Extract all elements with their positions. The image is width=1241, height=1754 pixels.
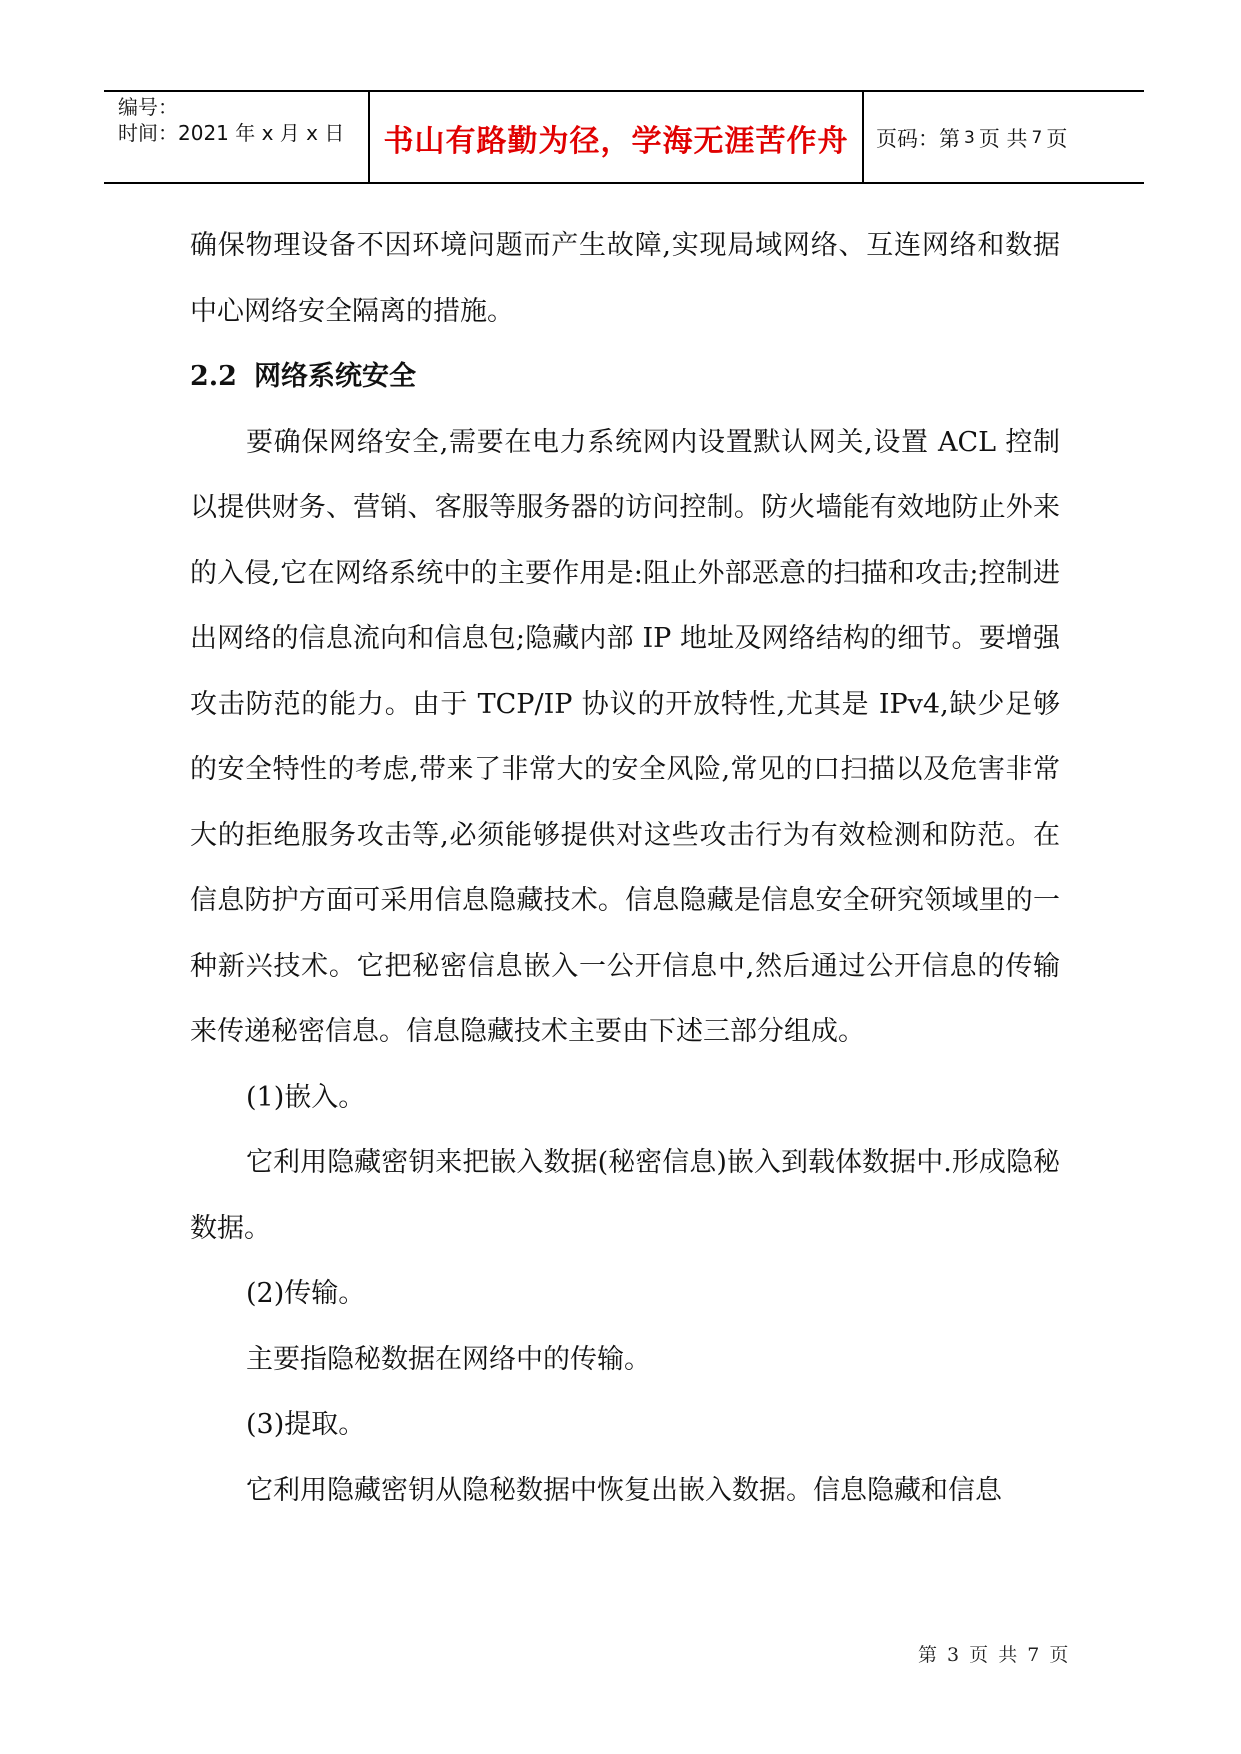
- document-number-label: 编号：: [118, 95, 178, 119]
- section-heading: [190, 344, 1060, 410]
- item-3-title: (3)提取。: [246, 1409, 366, 1440]
- page-total: 7: [1031, 128, 1043, 148]
- item-1-text: 它利用隐藏密钥来把嵌入数据(秘密信息)嵌入到载体数据中.形成隐秘数据。: [190, 1147, 1060, 1244]
- page-current: 3: [964, 128, 975, 148]
- page-mid: 页 共: [978, 127, 1028, 151]
- document-body: [190, 213, 1060, 1523]
- main-paragraph: 要确保网络安全,需要在电力系统网内设置默认网关,设置 ACL 控制以提供财务、营销、客服等服务器的访问控制。防火墙能有效地防止外来的入侵,它在网络系统中的主要作用是:阻止外部恶意的扫描和攻击;控制进出网络的信息流向和信息包;隐藏内部 IP 地址及网络结构的细节。要增强攻击防范的能力。由于 TCP/IP 协议的开放特性,尤其是 IPv4,缺少足够的安全特性的考虑,带来了非常大的安全风险,常见的口扫描以及危害非常大的拒绝服务攻击等,必须能够提供对这些攻击行为有效检测和防范。在信息防护方面可采用信息隐藏技术。信息隐藏是信息安全研究领域里的一种新兴技术。它把秘密信息嵌入一公开信息中,然后通过公开信息的传输来传递秘密信息。信息隐藏技术主要由下述三部分组成。: [190, 426, 1060, 1047]
- section-title: 网络系统安全: [254, 361, 416, 392]
- document-time-label: 时间：2021 年 x 月 x 日: [118, 121, 345, 145]
- item-2-text: 主要指隐秘数据在网络中的传输。: [246, 1343, 651, 1375]
- page-prefix: 页码：第: [876, 127, 960, 151]
- section-number: 2.2: [190, 361, 237, 392]
- header-motto: 书山有路勤为径，学海无涯苦作舟: [383, 124, 849, 159]
- item-2-title: (2)传输。: [246, 1278, 366, 1309]
- page-header: [104, 90, 1144, 184]
- header-page-info: [876, 92, 1067, 184]
- header-meta: [118, 94, 358, 146]
- page-suffix: 页: [1046, 127, 1068, 151]
- item-1-title: (1)嵌入。: [246, 1081, 366, 1113]
- intro-paragraph: 确保物理设备不因环境问题而产生故障,实现局域网络、互连网络和数据中心网络安全隔离的措施。: [190, 230, 1060, 327]
- page-footer: 第 3 页 共 7 页: [918, 1644, 1071, 1666]
- header-divider-right: [862, 92, 864, 182]
- item-3-text: 它利用隐藏密钥从隐秘数据中恢复出嵌入数据。信息隐藏和信息: [246, 1474, 1002, 1506]
